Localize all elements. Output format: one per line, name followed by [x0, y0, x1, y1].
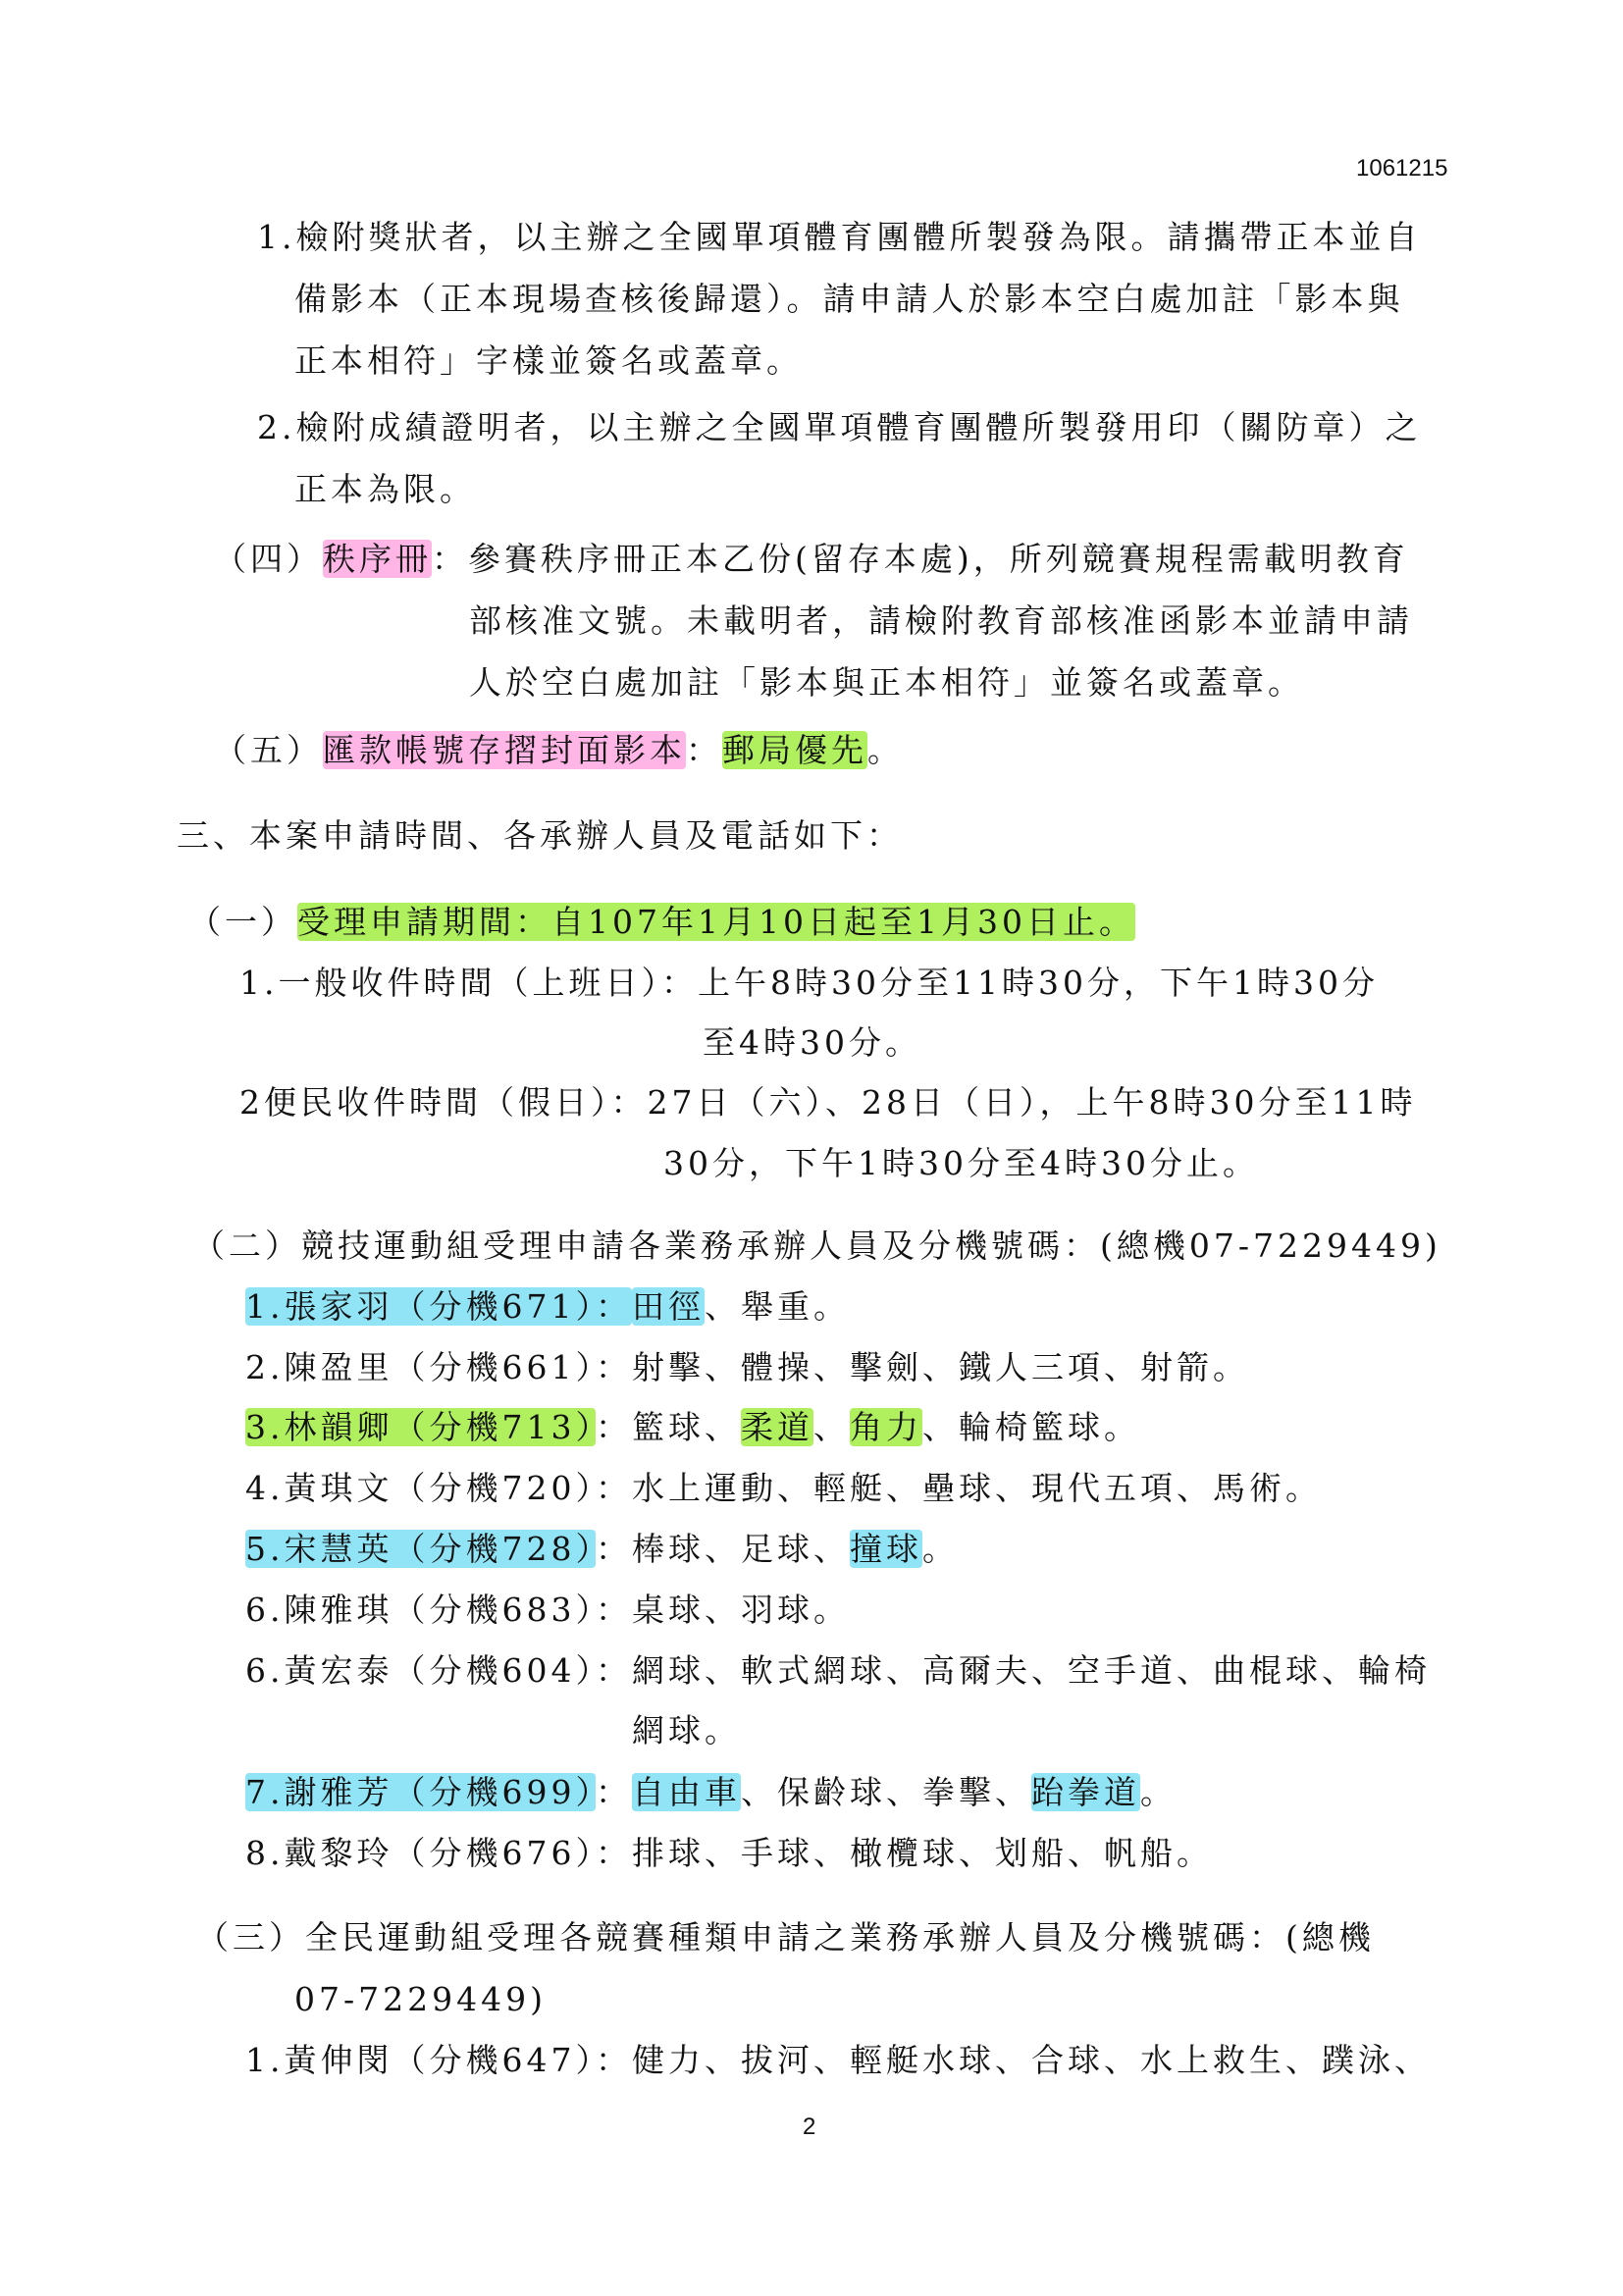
section-three-heading: 三、本案申請時間、各承辦人員及電話如下：	[177, 816, 903, 855]
contact-8-sport-taekwondo: 跆拳道	[1030, 1773, 1140, 1811]
contact-5-name: 5.宋慧英（分機728）	[245, 1530, 596, 1568]
item1-line1: 1.檢附獎狀者，以主辦之全國單項體育團體所製發為限。請攜帶正本並自	[257, 218, 1422, 256]
section-four-label: 秩序冊	[323, 540, 432, 578]
contact-5-text: ：棒球、足球、	[595, 1530, 850, 1568]
section-four-line2: 部核准文號。未載明者，請檢附教育部核准函影本並請申請	[469, 601, 1413, 640]
section-five-number: （五）	[214, 731, 323, 769]
section-five-colon: ：	[686, 731, 722, 769]
section-five-value: 郵局優先	[722, 731, 867, 769]
contact-3-sport-judo: 柔道	[740, 1408, 813, 1446]
contact-row-3	[245, 1406, 1140, 1449]
contact-8-colon: ：	[595, 1773, 632, 1811]
document-id: 1061215	[1356, 155, 1448, 182]
page-number: 2	[803, 2113, 816, 2140]
contact-5-sport-billiards: 撞球	[849, 1530, 922, 1568]
contact-row-6: 6.陳雅琪（分機683）：桌球、羽球。	[245, 1591, 850, 1629]
section-four-line1	[214, 538, 1409, 581]
contact-row-4: 4.黃琪文（分機720）：水上運動、輕艇、壘球、現代五項、馬術。	[245, 1469, 1322, 1507]
contact-1-name: 1.張家羽（分機671）：	[245, 1287, 632, 1326]
contact-3-rest: 、輪椅籃球。	[921, 1408, 1140, 1446]
hours-weekday-line1: 1.一般收件時間（上班日）：上午8時30分至11時30分，下午1時30分	[239, 964, 1379, 1002]
item1-line2: 備影本（正本現場查核後歸還）。請申請人於影本空白處加註「影本與	[294, 280, 1404, 318]
contact-row-2: 2.陳盈里（分機661）：射擊、體操、擊劍、鐵人三項、射箭。	[245, 1348, 1249, 1386]
section-four-text: ：參賽秩序冊正本乙份(留存本處)，所列競賽規程需載明教育	[432, 540, 1409, 578]
hours-holiday-line1: 2便民收件時間（假日）：27日（六）、28日（日），上午8時30分至11時	[239, 1083, 1417, 1122]
item2-line2: 正本為限。	[294, 470, 476, 508]
section-three-one-number: （一）	[188, 903, 297, 941]
section-four-number: （四）	[214, 540, 323, 578]
contact-row-1	[245, 1285, 850, 1329]
contact-8-text: 、保齡球、拳擊、	[740, 1773, 1031, 1811]
item1-line3: 正本相符」字樣並簽名或蓋章。	[294, 341, 803, 380]
contact-row-7-line2: 網球。	[632, 1711, 741, 1749]
hours-holiday-line2: 30分，下午1時30分至4時30分止。	[663, 1144, 1259, 1182]
contact-1-sport-highlight: 田徑	[631, 1287, 705, 1326]
contact-row-9: 8.戴黎玲（分機676）：排球、手球、橄欖球、划船、帆船。	[245, 1834, 1213, 1872]
section-five-end: 。	[867, 731, 904, 769]
contact-8-end: 。	[1139, 1773, 1177, 1811]
contact-8-name: 7.謝雅芳（分機699）	[245, 1773, 596, 1811]
contact-row-8	[245, 1771, 1177, 1814]
contact-8-sport-cycling: 自由車	[631, 1773, 741, 1811]
contact-3-sep: 、	[812, 1408, 850, 1446]
contact-3-name: 3.林韻卿（分機713）	[245, 1408, 596, 1446]
contact-5-end: 。	[921, 1530, 959, 1568]
contact-row-5	[245, 1528, 959, 1571]
section-three-one	[188, 901, 1135, 944]
contact-1-rest: 、舉重。	[704, 1287, 850, 1326]
application-period: 受理申請期間：自107年1月10日起至1月30日止。	[297, 903, 1135, 941]
hours-weekday-line2: 至4時30分。	[703, 1023, 921, 1062]
section-three-three-heading-line2: 07-7229449)	[294, 1980, 547, 2018]
item2-line1: 2.檢附成績證明者，以主辦之全國單項體育團體所製發用印（關防章）之	[257, 408, 1422, 446]
section-five-label: 匯款帳號存摺封面影本	[323, 731, 686, 769]
contact-row-7-line1: 6.黃宏泰（分機604）：網球、軟式網球、高爾夫、空手道、曲棍球、輪椅	[245, 1651, 1431, 1690]
contact-3-sport-wrestling: 角力	[849, 1408, 922, 1446]
contact-row-three-1: 1.黃伸閔（分機647）：健力、拔河、輕艇水球、合球、水上救生、蹼泳、	[245, 2041, 1431, 2079]
section-three-three-heading-line1: （三）全民運動組受理各競賽種類申請之業務承辦人員及分機號碼：(總機	[196, 1918, 1375, 1957]
section-five-line	[214, 729, 904, 772]
section-three-two-heading: （二）競技運動組受理申請各業務承辦人員及分機號碼：(總機07-7229449)	[192, 1226, 1441, 1265]
contact-3-text: ：籃球、	[595, 1408, 741, 1446]
section-four-line3: 人於空白處加註「影本與正本相符」並簽名或蓋章。	[469, 663, 1304, 702]
